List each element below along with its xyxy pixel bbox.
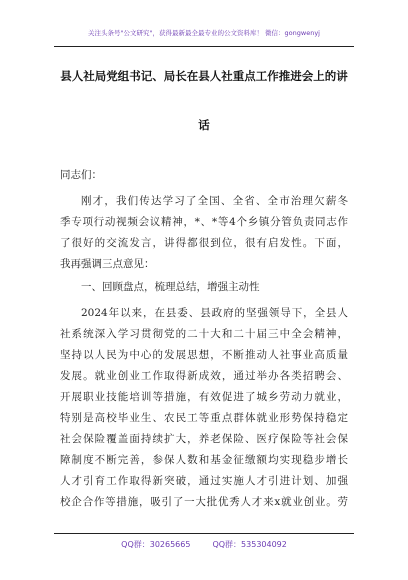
footer-qq-group-1: QQ群：30265665 (121, 540, 191, 549)
body-line: 刚才，我们传达学习了全国、全省、全市治理欠薪冬 (81, 195, 348, 207)
header-divider (54, 46, 354, 47)
body-line: 我再强调三点意见： (60, 258, 155, 270)
document-title-line1: 县人社局党组书记、局长在县人社重点工作推进会上的讲 (60, 69, 348, 83)
section-heading: 一、回顾盘点，梳理总结，增强主动性 (81, 281, 260, 293)
body-line: 2024年以来，在县委、县政府的坚强领导下，全县人 (81, 307, 348, 319)
header-notice: 关注头条号"公文研究"，获得最新最全最专业的公文资料库！ 微信：gongwenyj (88, 29, 320, 37)
footer (0, 539, 408, 550)
footer-divider (54, 533, 354, 534)
body-line: 校企合作等措施，吸引了一大批优秀人才来x就业创业。劳 (60, 496, 348, 508)
body-line: 了很好的交流发言，讲得都很到位，很有启发性。下面， (60, 237, 348, 249)
body-line: 季专项行动视频会议精神，*、*等4个乡镇分管负责同志作 (60, 216, 348, 228)
body-line: 开展职业技能培训等措施，有效促进了城乡劳动力就业， (60, 391, 348, 403)
body-line: 坚持以人民为中心的发展思想，不断推动人社事业高质量 (60, 349, 348, 361)
body-line: 社系统深入学习贯彻党的二十大和二十届三中全会精神， (60, 328, 348, 340)
salutation: 同志们： (60, 169, 102, 181)
body-line: 人才引育工作取得新突破，通过实施人才引进计划、加强 (60, 475, 348, 487)
document-title-line2: 话 (198, 118, 210, 132)
footer-qq-group-2: QQ群：535304092 (212, 540, 287, 549)
body-line: 特别是高校毕业生、农民工等重点群体就业形势保持稳定 (60, 412, 348, 424)
body-line: 障制度不断完善，参保人数和基金征缴额均实现稳步增长 (60, 454, 348, 466)
body-line: 发展。就业创业工作取得新成效，通过举办各类招聘会、 (60, 370, 348, 382)
body-line: 社会保险覆盖面持续扩大，养老保险、医疗保险等社会保 (60, 433, 348, 445)
